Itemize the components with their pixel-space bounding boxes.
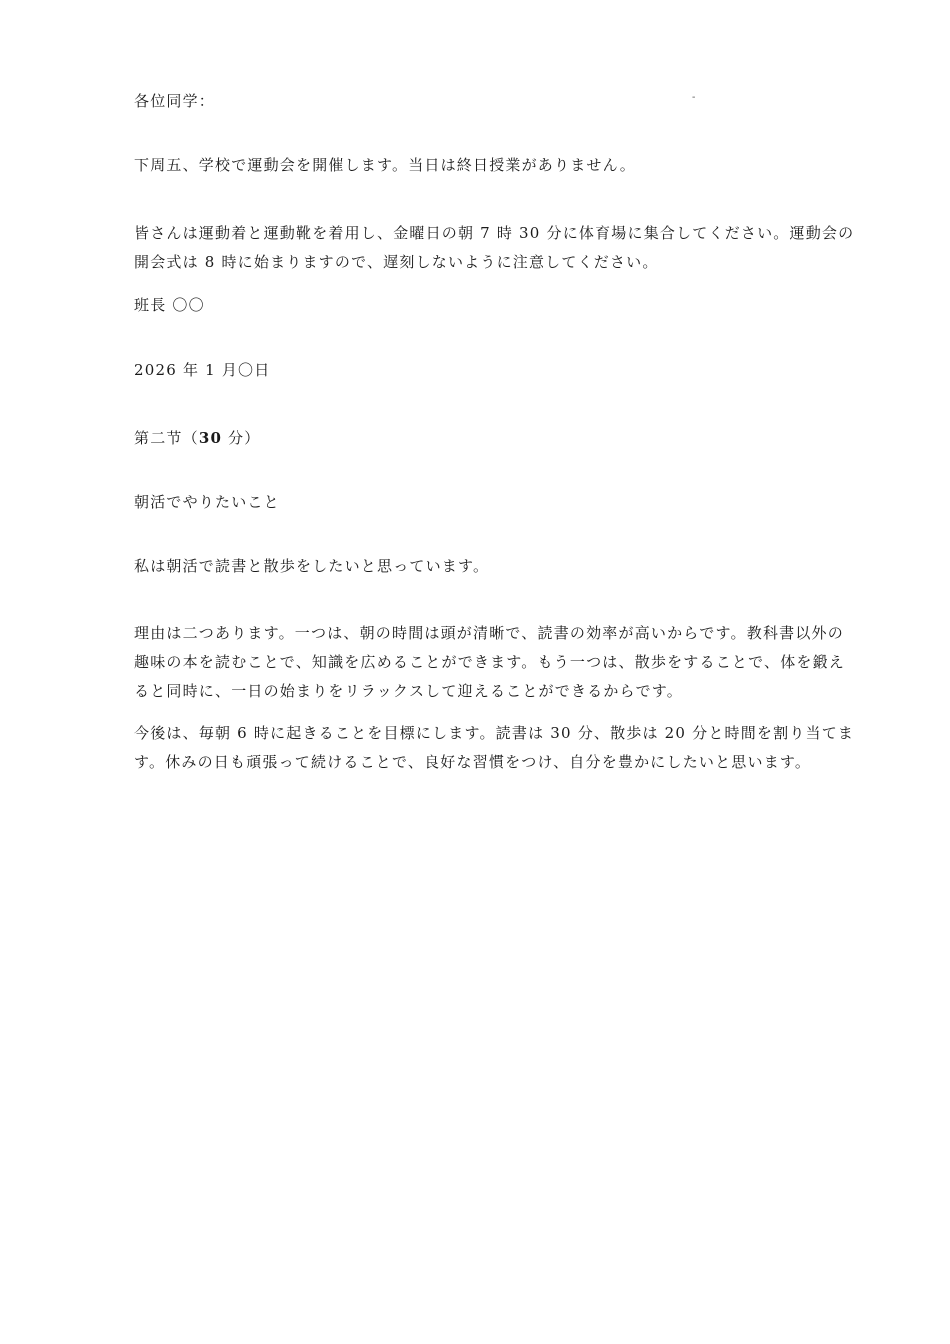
- signature: 班長 〇〇: [134, 296, 205, 314]
- section-prefix: 第二节（: [134, 429, 199, 447]
- essay-reasons: 理由は二つあります。一つは、朝の時間は頭が清晰で、読書の効率が高いからです。教科書以外の趣味の本を読むことで、知識を広めることができます。もう一つは、散歩をすることで、体を鍛えると同時に、一日の始まりをリラックスして迎えることができるからです。: [134, 624, 846, 700]
- notice-line: 下周五、学校で運動会を開催します。当日は終日授業がありません。: [134, 156, 636, 174]
- notice-paragraph: 皆さんは運動着と運動靴を着用し、金曜日の朝 7 時 30 分に体育場に集合してください。運動会の開会式は 8 時に始まりますので、遅刻しないように注意してください。: [134, 224, 855, 271]
- section-suffix: 分）: [222, 429, 261, 447]
- essay-intro: 私は朝活で読書と散歩をしたいと思っています。: [134, 557, 490, 575]
- stray-mark: -: [692, 92, 696, 103]
- essay-title: 朝活でやりたいこと: [134, 493, 280, 511]
- notice-date: 2026 年 1 月〇日: [134, 361, 271, 379]
- greeting: 各位同学：: [134, 92, 216, 110]
- essay-plan: 今後は、毎朝 6 時に起きることを目標にします。読書は 30 分、散歩は 20 分と時間を割り当てます。休みの日も頑張って続けることで、良好な習慣をつけ、自分を豊かにしたいと思います。: [134, 724, 855, 771]
- section-minutes: 30: [198, 429, 223, 447]
- section-heading: [134, 428, 260, 448]
